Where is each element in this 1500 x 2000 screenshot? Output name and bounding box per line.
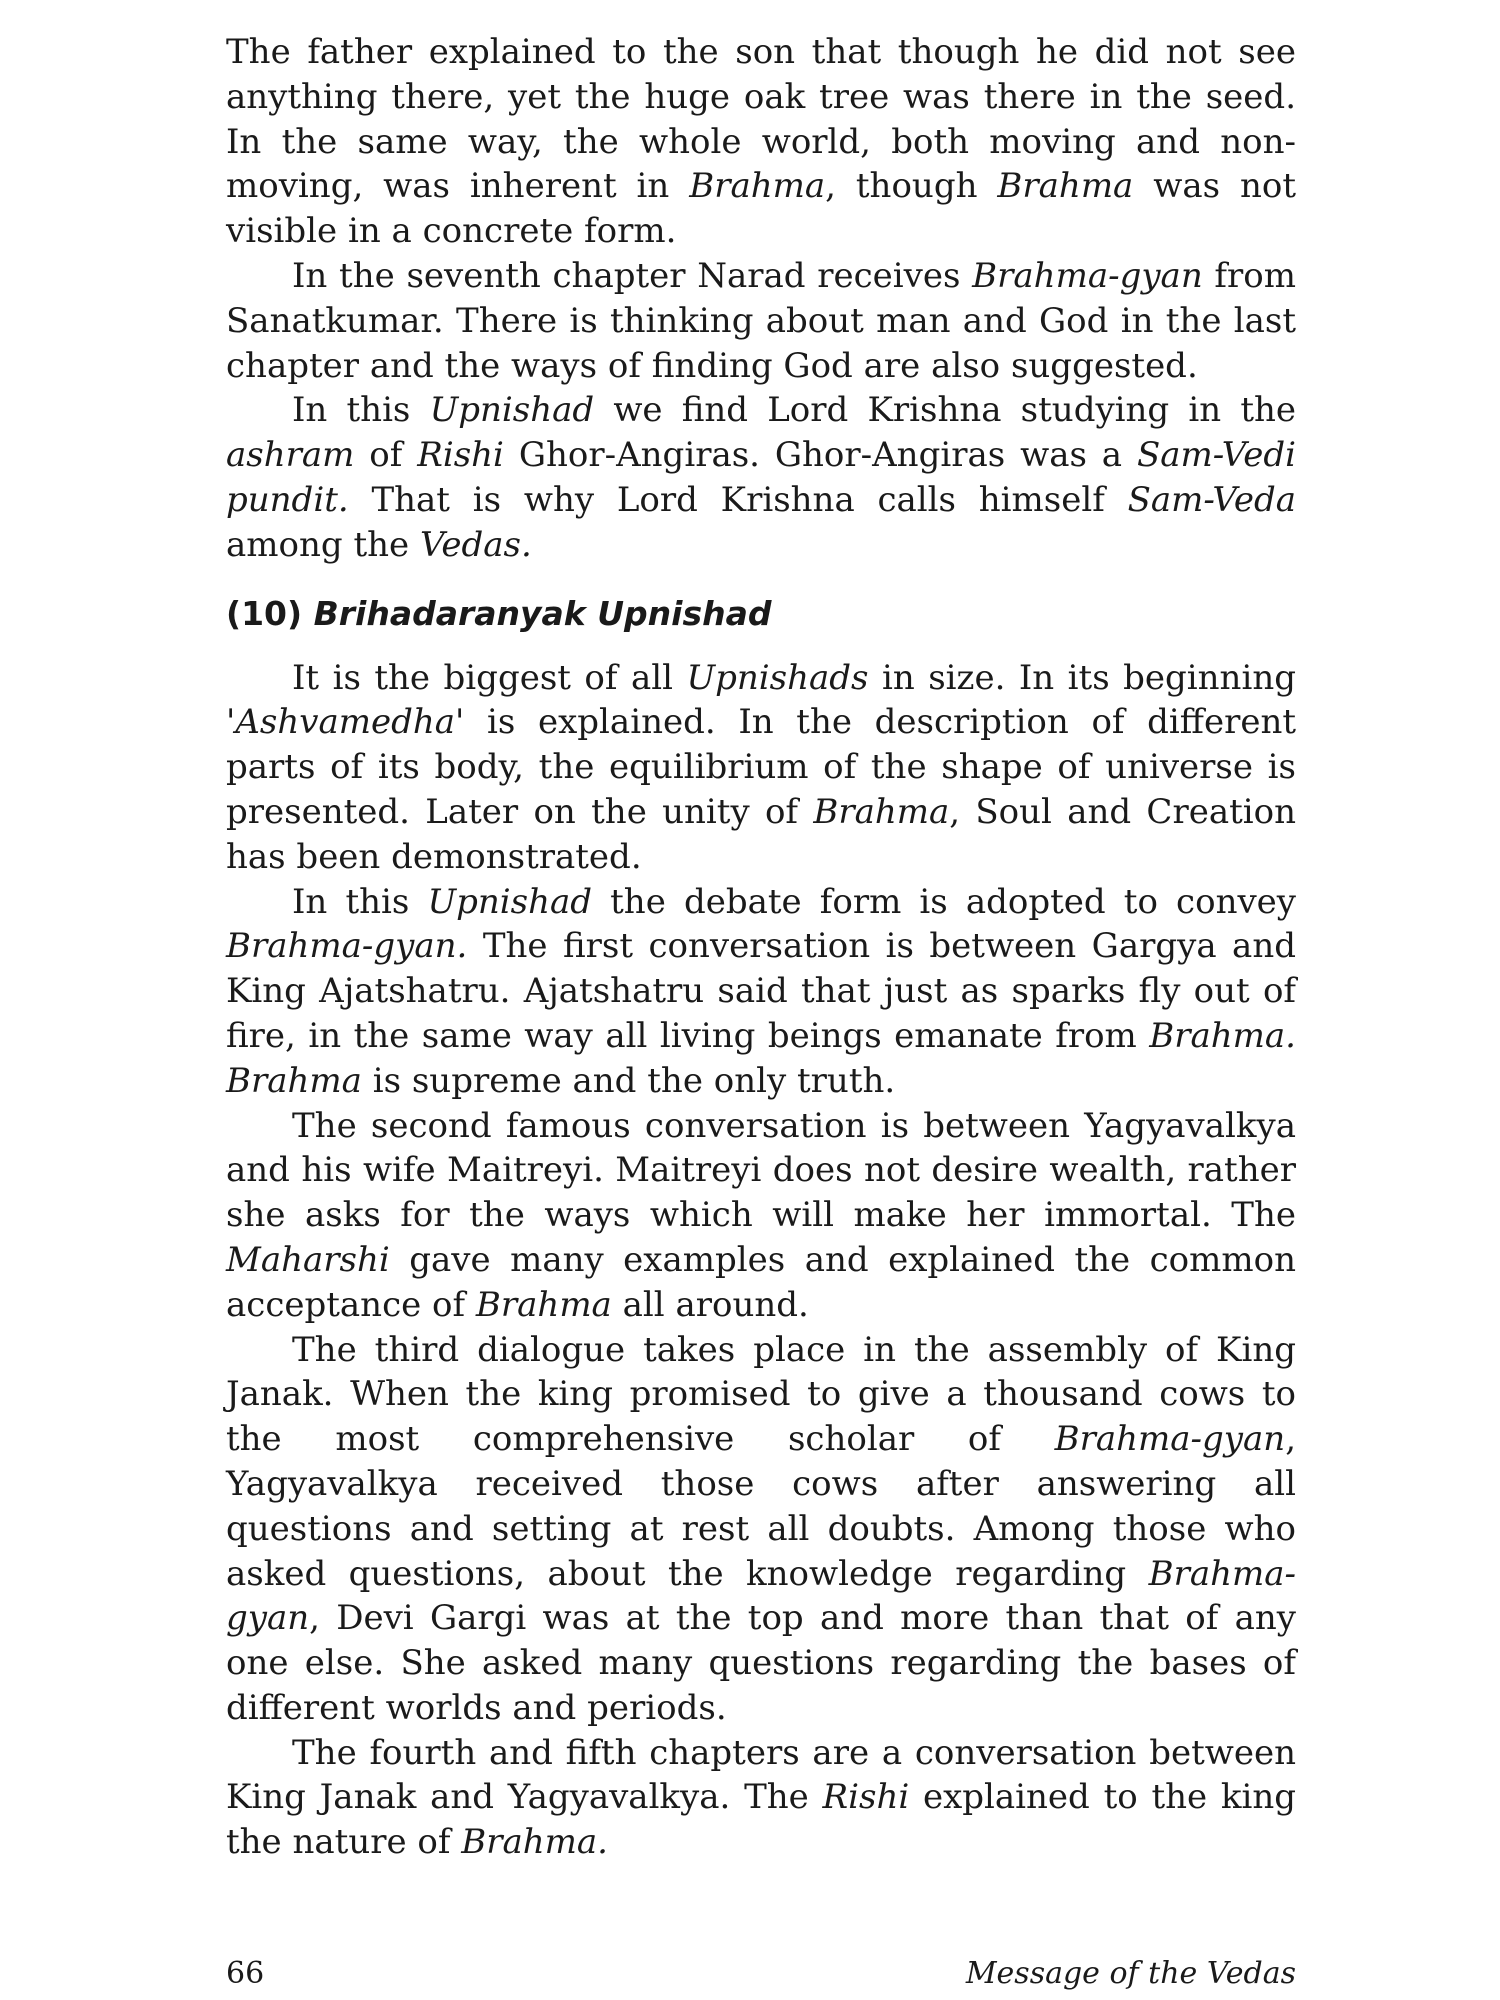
italic-term: Maharshi xyxy=(226,1239,390,1280)
text-run: the debate form is adopted to convey xyxy=(592,881,1297,922)
text-run: all around. xyxy=(611,1284,809,1325)
text-run: we find Lord Krishna studying in the xyxy=(594,390,1296,431)
text-run: in size. In its beginning ' xyxy=(226,657,1296,743)
text-run: , Soul and Creation has been demonstrated. xyxy=(226,791,1296,877)
italic-term: Brahma xyxy=(689,166,826,207)
text-run: , though xyxy=(825,166,998,207)
italic-term: Brahma xyxy=(475,1284,612,1325)
text-run: The fourth and fifth chapters are a conversation between King Janak and Yagyavalkya. The xyxy=(226,1732,1296,1818)
text-run: gave many examples and explained the common acceptance of xyxy=(226,1239,1296,1325)
page-footer xyxy=(226,1956,1296,1996)
text-run: The third dialogue takes place in the assembly of King Janak. When the king promised to give a thousand cows to the most comprehensive scholar of xyxy=(226,1329,1296,1460)
italic-term: Ashvamedha xyxy=(235,702,456,743)
section-number: (10) xyxy=(226,593,303,633)
page-number: 66 xyxy=(226,1956,265,1991)
italic-term: Vedas. xyxy=(419,524,532,565)
paragraph-debate-form xyxy=(226,880,1296,1104)
text-run: of xyxy=(354,435,418,476)
italic-term: Sam-Vedi pundit. xyxy=(226,435,1296,520)
text-run: ' is explained. In the description of different parts of its body, the equilibrium of the shape of universe is presented. Later on the unity of xyxy=(226,702,1296,832)
italic-term: Brahma. Brahma xyxy=(226,1015,1296,1101)
paragraph-maitreyi xyxy=(226,1104,1296,1328)
paragraph-oak-seed xyxy=(226,30,1296,254)
text-run: from Sanatkumar. There is thinking about man and God in the last chapter and the ways of finding God are also suggested. xyxy=(226,255,1296,386)
section-title: Brihadaranyak Upnishad xyxy=(313,593,772,633)
italic-term: Brahma-gyan xyxy=(972,255,1203,296)
italic-term: Rishi xyxy=(822,1777,910,1818)
text-run: That is why Lord Krishna calls himself xyxy=(348,479,1128,520)
text-run: It is the biggest of all xyxy=(292,657,687,698)
text-run: The first conversation is between Gargya and King Ajatshatru. Ajatshatru said that just as sparks fly out of fire, in the same way all living beings emanate from xyxy=(226,926,1296,1056)
italic-term: Upnishad xyxy=(427,881,593,922)
text-run: explained to the king the nature of xyxy=(226,1777,1297,1863)
italic-term: ashram xyxy=(226,435,355,476)
italic-term: Brahma. xyxy=(461,1822,608,1863)
paragraph-king-janak-assembly xyxy=(226,1328,1296,1731)
italic-term: Brahma xyxy=(997,166,1134,207)
text-run: is supreme and the only truth. xyxy=(361,1060,896,1101)
italic-term: Brahma-gyan xyxy=(1054,1419,1286,1460)
section-heading xyxy=(226,586,1296,642)
paragraph-biggest-upnishad xyxy=(226,656,1296,880)
text-run: was not visible in a concrete form. xyxy=(226,166,1297,252)
page-body xyxy=(226,30,1296,1865)
text-run: , Yagyavalkya received those cows after answering all questions and setting at rest all doubts. Among those who asked questions, about the knowledge regarding xyxy=(226,1419,1296,1594)
paragraph-lord-krishna xyxy=(226,388,1296,567)
text-run: The second famous conversation is between Yagyavalkya and his wife Maitreyi. Maitreyi does not desire wealth, rather she asks for the ways which will make her immortal. The xyxy=(226,1105,1296,1236)
text-run: In this xyxy=(292,881,428,922)
italic-term: Sam-Veda xyxy=(1127,479,1296,520)
text-run: , Devi Gargi was at the top and more than that of any one else. She asked many questions regarding the bases of different worlds and periods. xyxy=(226,1598,1296,1728)
text-run: In the seventh chapter Narad receives xyxy=(292,255,973,296)
italic-term: Upnishad xyxy=(429,390,595,431)
italic-term: Rishi xyxy=(417,435,504,476)
paragraph-fourth-fifth-chapters xyxy=(226,1731,1296,1865)
italic-term: Brahma-gyan. xyxy=(226,926,468,967)
paragraph-seventh-chapter xyxy=(226,254,1296,388)
italic-term: Brahma xyxy=(813,791,950,832)
text-run: Ghor-Angiras. Ghor-Angiras was a xyxy=(503,435,1137,476)
text-run: In this xyxy=(292,390,430,431)
italic-term: Upnishads xyxy=(686,657,869,698)
text-run: The father explained to the son that though he did not see anything there, yet the huge oak tree was there in the seed. In the same way, the whole world, both moving and non-moving, was inherent in xyxy=(226,32,1296,207)
running-title: Message of the Vedas xyxy=(965,1956,1296,1991)
italic-term: Brahma-gyan xyxy=(226,1553,1296,1639)
text-run: among the xyxy=(226,524,420,565)
